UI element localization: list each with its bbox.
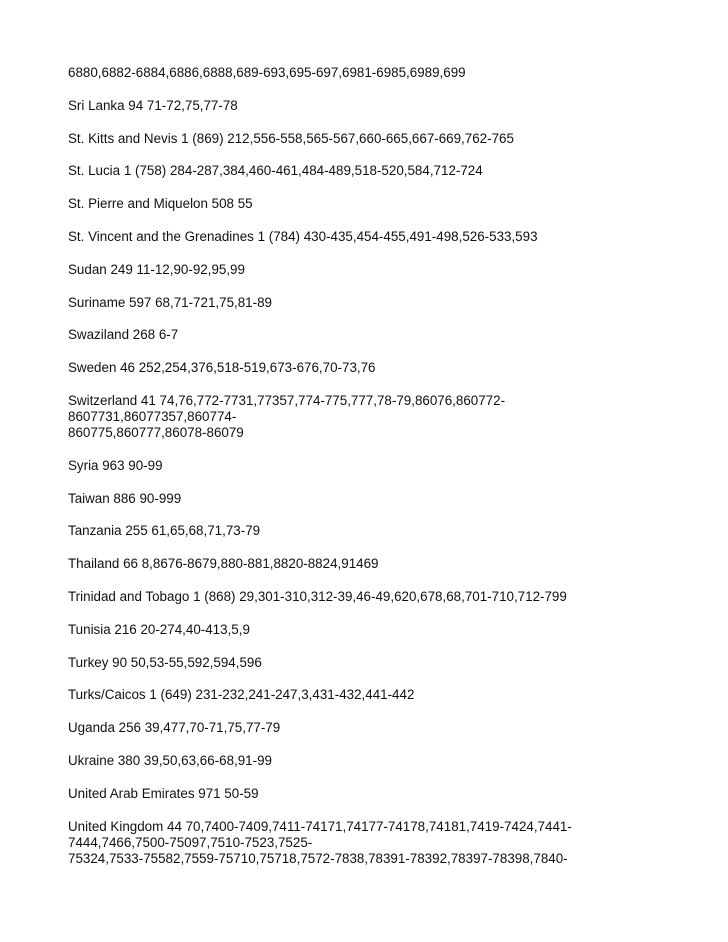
list-entry-taiwan: Taiwan 886 90-999 bbox=[68, 490, 182, 506]
country-code-list bbox=[68, 65, 668, 883]
list-entry-united-kingdom: United Kingdom 44 70,7400-7409,7411-74171,74177-74178,74181,7419-7424,7441- 7444,7466,7500-75097,7510-7523,7525- 75324,7533-75582,7559-75710,75718,7572-7838,78391-78392,78397-78398,7840- bbox=[68, 818, 572, 866]
list-entry-tanzania: Tanzania 255 61,65,68,71,73-79 bbox=[68, 523, 261, 539]
list-entry-tunisia: Tunisia 216 20-274,40-413,5,9 bbox=[68, 621, 250, 637]
list-entry-continuation: 6880,6882-6884,6886,6888,689-693,695-697,6981-6985,6989,699 bbox=[68, 65, 466, 80]
list-entry-sri-lanka: Sri Lanka 94 71-72,75,77-78 bbox=[68, 97, 238, 113]
list-entry-sudan: Sudan 249 11-12,90-92,95,99 bbox=[68, 261, 245, 277]
list-entry-suriname: Suriname 597 68,71-721,75,81-89 bbox=[68, 294, 272, 310]
list-entry-syria: Syria 963 90-99 bbox=[68, 457, 163, 473]
list-entry-st-kitts-and-nevis: St. Kitts and Nevis 1 (869) 212,556-558,565-567,660-665,667-669,762-765 bbox=[68, 130, 514, 146]
list-entry-switzerland: Switzerland 41 74,76,772-7731,77357,774-775,777,78-79,86076,860772- 8607731,86077357,860774- 860775,860777,86078-86079 bbox=[68, 392, 506, 440]
list-entry-turks-caicos: Turks/Caicos 1 (649) 231-232,241-247,3,431-432,441-442 bbox=[68, 687, 415, 703]
list-entry-united-arab-emirates: United Arab Emirates 971 50-59 bbox=[68, 785, 259, 801]
list-entry-trinidad-and-tobago: Trinidad and Tobago 1 (868) 29,301-310,312-39,46-49,620,678,68,701-710,712-799 bbox=[68, 588, 567, 604]
list-entry-thailand: Thailand 66 8,8676-8679,880-881,8820-8824,91469 bbox=[68, 556, 379, 572]
list-entry-sweden: Sweden 46 252,254,376,518-519,673-676,70-73,76 bbox=[68, 360, 376, 376]
list-entry-st-vincent: St. Vincent and the Grenadines 1 (784) 430-435,454-455,491-498,526-533,593 bbox=[68, 228, 538, 244]
list-entry-ukraine: Ukraine 380 39,50,63,66-68,91-99 bbox=[68, 752, 272, 768]
list-entry-turkey: Turkey 90 50,53-55,592,594,596 bbox=[68, 654, 262, 670]
list-entry-uganda: Uganda 256 39,477,70-71,75,77-79 bbox=[68, 720, 281, 736]
list-entry-st-pierre-and-miquelon: St. Pierre and Miquelon 508 55 bbox=[68, 196, 253, 212]
list-entry-st-lucia: St. Lucia 1 (758) 284-287,384,460-461,484-489,518-520,584,712-724 bbox=[68, 163, 483, 179]
list-entry-swaziland: Swaziland 268 6-7 bbox=[68, 327, 179, 343]
